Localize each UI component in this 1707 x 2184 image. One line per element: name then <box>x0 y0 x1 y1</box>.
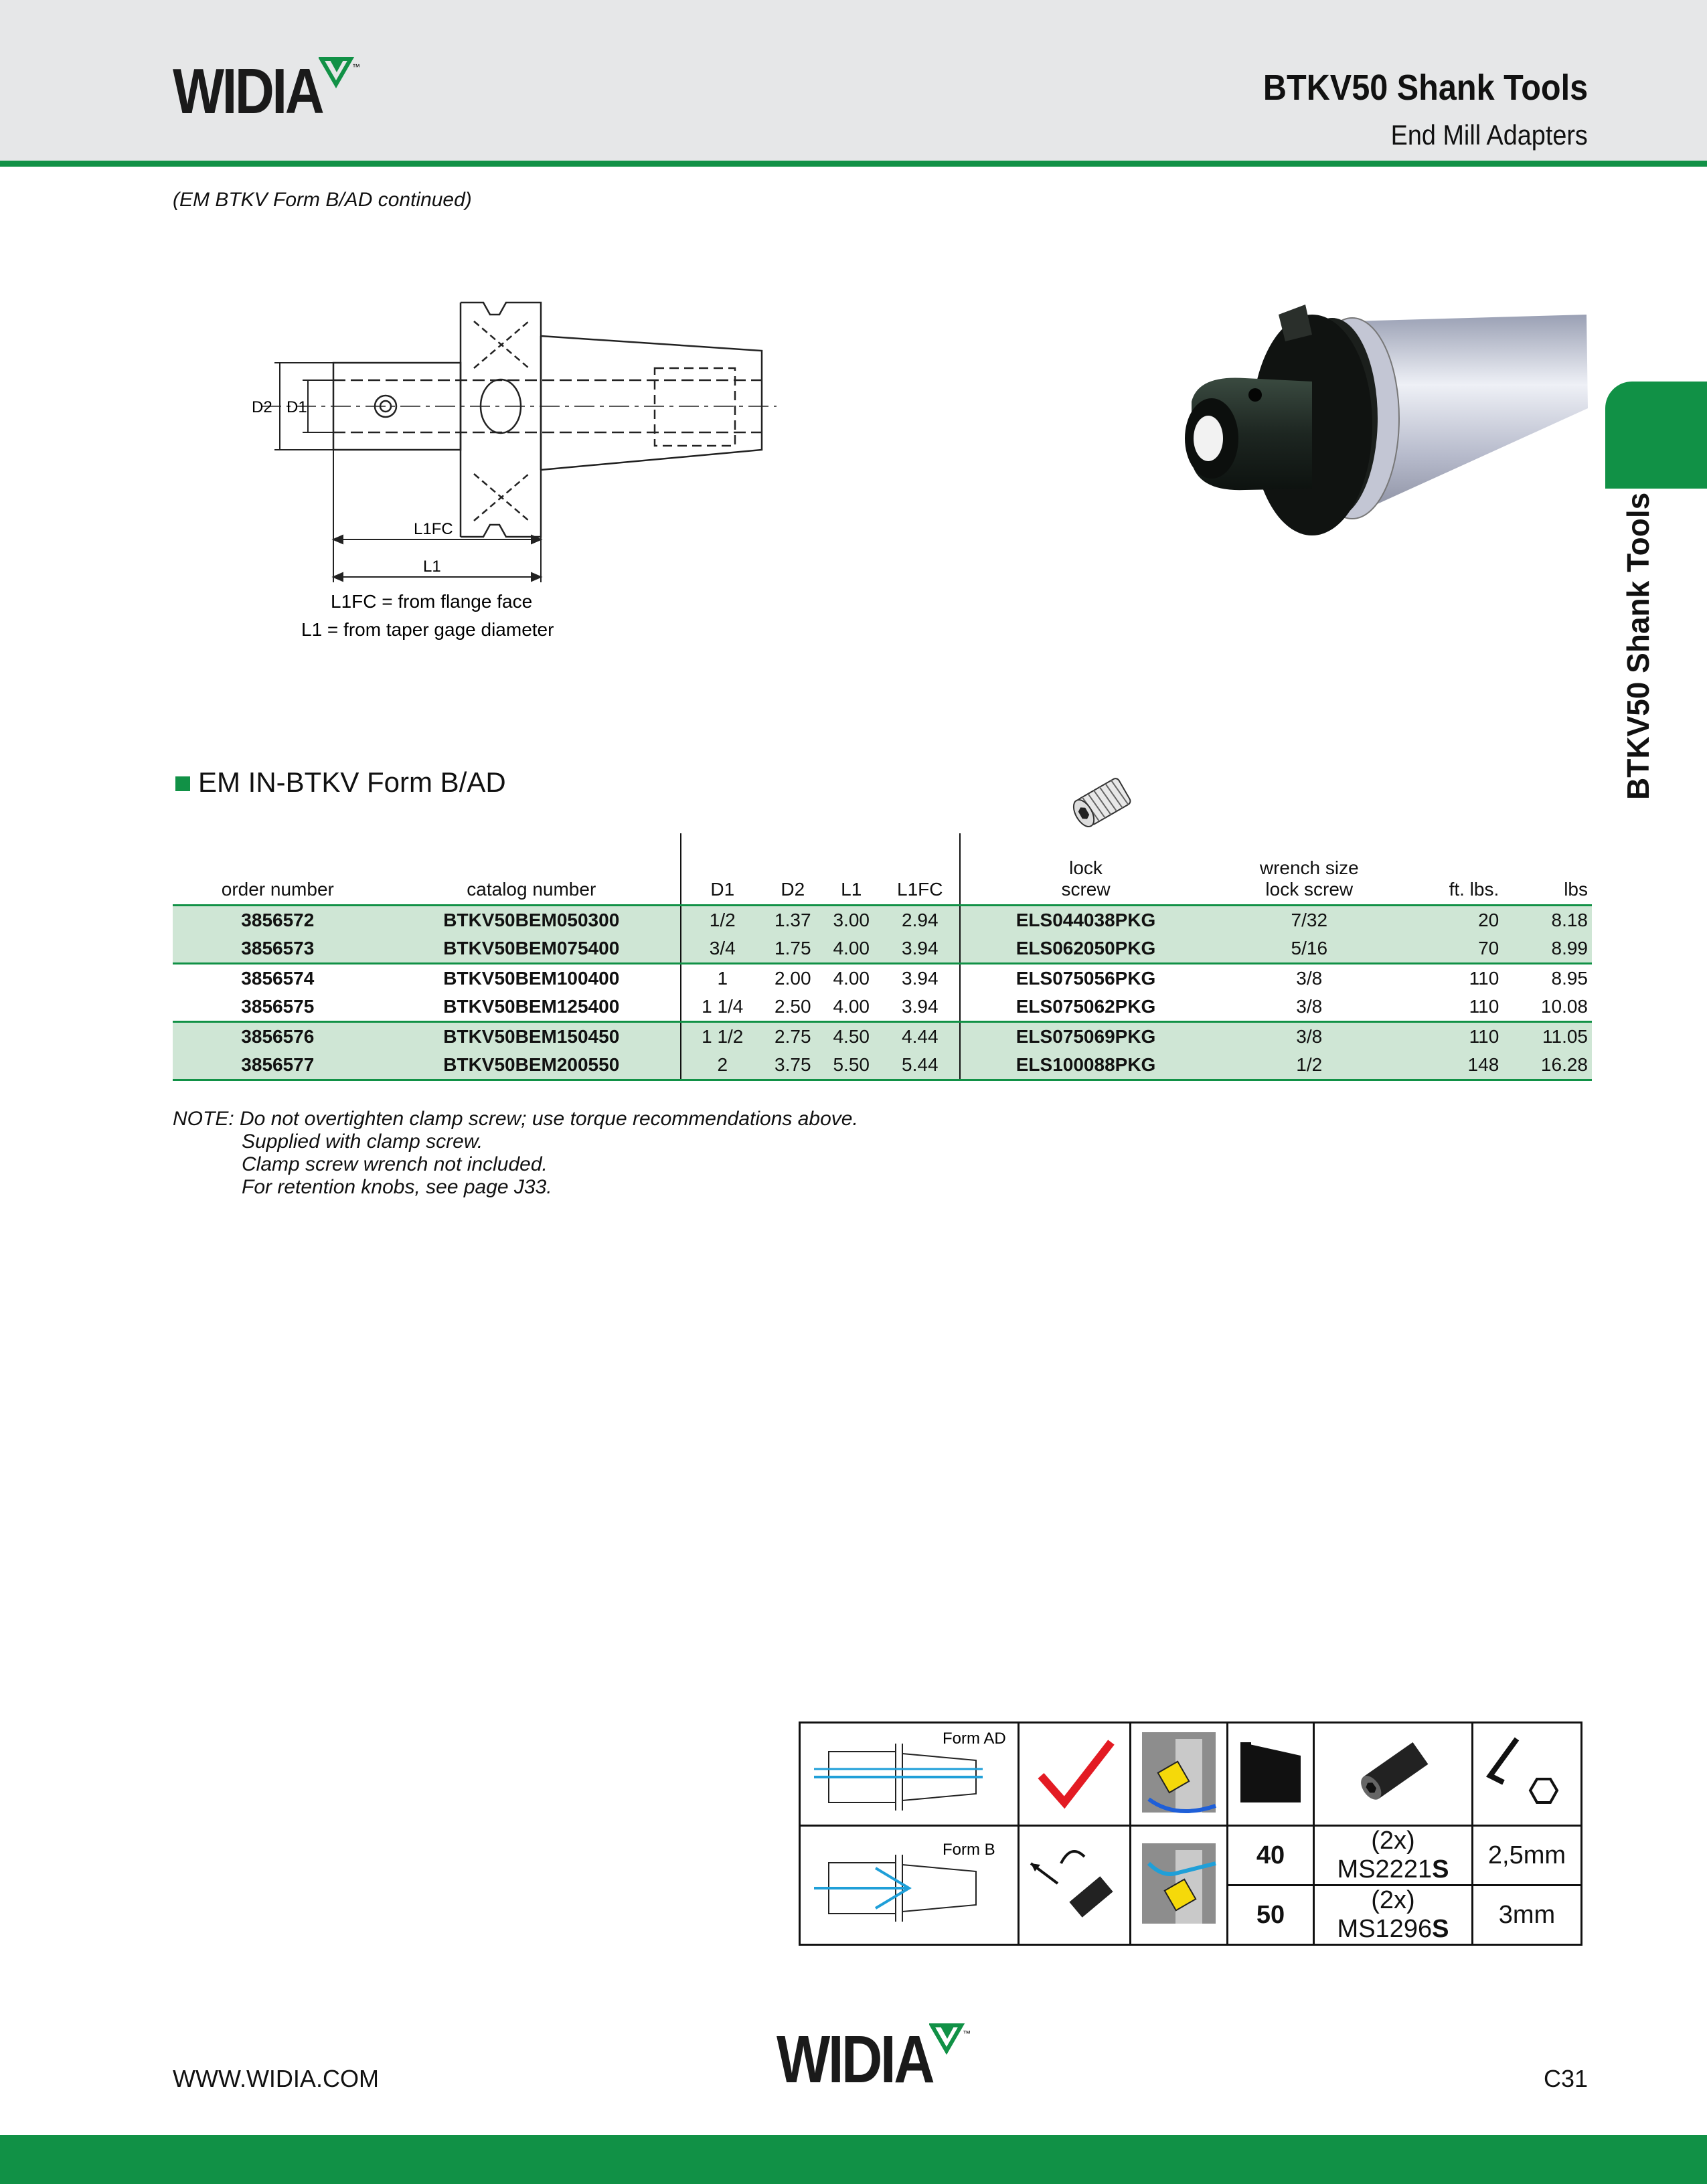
ftlbs-value: 70 <box>1408 934 1503 964</box>
lbs-value: 11.05 <box>1503 1022 1592 1052</box>
check-cell <box>1019 1723 1131 1826</box>
screw-50 <box>1314 1885 1473 1945</box>
lbs-value: 16.28 <box>1503 1051 1592 1080</box>
note-line: Clamp screw wrench not included. <box>242 1153 548 1175</box>
lbs-value: 8.99 <box>1503 934 1592 964</box>
insert-arrow-icon <box>1024 1837 1125 1930</box>
catalog-number: BTKV50BEM125400 <box>443 996 620 1017</box>
l1fc-label: L1FC <box>414 520 453 538</box>
l1fc-value: 4.44 <box>880 1022 960 1052</box>
screw-40-prefix: (2x) MS2221 <box>1337 1827 1433 1883</box>
col-lock-screw-line2: screw <box>1061 879 1111 900</box>
page-subtitle: End Mill Adapters <box>1390 119 1588 151</box>
ftlbs-value: 110 <box>1408 964 1503 993</box>
d2-label: D2 <box>252 398 272 416</box>
screw-40-suffix: S <box>1432 1855 1449 1883</box>
wrench-value: 7/32 <box>1211 906 1408 935</box>
l1-value: 4.00 <box>822 964 880 993</box>
section-title: EM IN-BTKV Form B/AD <box>198 766 506 798</box>
d1-value: 1 1/2 <box>681 1022 764 1052</box>
lock-screw-value: ELS062050PKG <box>960 934 1211 964</box>
table-header-row <box>173 833 1592 906</box>
lbs-value: 8.18 <box>1503 906 1592 935</box>
spec-table <box>173 833 1592 1081</box>
col-wrench-line2: lock screw <box>1265 879 1354 900</box>
checkmark-icon <box>1028 1729 1121 1816</box>
set-screw-icon <box>1346 1729 1440 1816</box>
footer-logo-text: WIDIA <box>777 2022 933 2097</box>
ftlbs-value: 148 <box>1408 1051 1503 1080</box>
wrench-40: 2,5mm <box>1473 1826 1582 1885</box>
notes-block <box>173 1108 858 1199</box>
col-l1fc: L1FC <box>880 833 960 906</box>
table-row <box>173 1051 1592 1080</box>
lock-screw-value: ELS044038PKG <box>960 906 1211 935</box>
ftlbs-value: 110 <box>1408 1022 1503 1052</box>
section-bullet <box>175 776 190 791</box>
note-line: NOTE: Do not overtighten clamp screw; use torque recommendations above. <box>173 1108 858 1130</box>
taper-cell <box>1228 1723 1314 1826</box>
taper-icon <box>1234 1729 1307 1816</box>
product-photo <box>1111 295 1593 589</box>
footer-url[interactable]: WWW.WIDIA.COM <box>173 2065 379 2092</box>
form-b-diagram <box>802 1835 1016 1932</box>
d1-value: 1/2 <box>681 906 764 935</box>
widia-logo-mark <box>319 55 365 95</box>
l1-value: 4.00 <box>822 934 880 964</box>
order-number: 3856573 <box>173 934 383 964</box>
d1-value: 3/4 <box>681 934 764 964</box>
form-legend-table <box>799 1721 1582 1946</box>
ftlbs-value: 20 <box>1408 906 1503 935</box>
screw-50-suffix: S <box>1432 1915 1449 1943</box>
svg-text:™: ™ <box>963 2029 971 2038</box>
footer-logo <box>777 2021 971 2098</box>
table-row <box>173 934 1592 964</box>
lock-screw-icon <box>1061 770 1141 837</box>
table-row <box>173 964 1592 993</box>
technical-drawing <box>248 295 783 643</box>
wrench-value: 3/8 <box>1211 964 1408 993</box>
l1-value: 4.50 <box>822 1022 880 1052</box>
lbs-value: 8.95 <box>1503 964 1592 993</box>
col-order-number: order number <box>173 833 383 906</box>
lbs-value: 10.08 <box>1540 996 1588 1017</box>
order-number: 3856577 <box>173 1051 383 1080</box>
d2-value: 2.50 <box>775 996 811 1017</box>
ftlbs-value: 110 <box>1469 996 1499 1017</box>
screw-icon-cell <box>1314 1723 1473 1826</box>
catalog-number: BTKV50BEM200550 <box>383 1051 681 1080</box>
footer-logo-mark <box>929 2021 976 2062</box>
col-d1: D1 <box>681 833 764 906</box>
svg-text:™: ™ <box>352 62 360 72</box>
order-number: 3856572 <box>173 906 383 935</box>
l1-value: 4.00 <box>833 996 870 1017</box>
wrench-value: 3/8 <box>1211 1022 1408 1052</box>
lock-screw-value: ELS100088PKG <box>960 1051 1211 1080</box>
coolant-b-icon <box>1135 1837 1222 1930</box>
catalog-number: BTKV50BEM050300 <box>383 906 681 935</box>
col-lock-screw-line1: lock <box>1069 857 1103 878</box>
col-d2: D2 <box>764 833 822 906</box>
screw-40 <box>1314 1826 1473 1885</box>
logo-text: WIDIA <box>173 56 323 127</box>
l1-value: 3.00 <box>822 906 880 935</box>
catalog-number: BTKV50BEM100400 <box>383 964 681 993</box>
d2-value: 2.00 <box>764 964 822 993</box>
page-title: BTKV50 Shank Tools <box>1263 68 1588 108</box>
catalog-number: BTKV50BEM150450 <box>383 1022 681 1052</box>
continued-note: (EM BTKV Form B/AD continued) <box>173 189 472 211</box>
wrench-icon-cell <box>1473 1723 1582 1826</box>
lock-screw-value: ELS075069PKG <box>960 1022 1211 1052</box>
coolant-b-cell <box>1131 1826 1228 1945</box>
form-b-cell <box>800 1826 1019 1945</box>
d2-value: 3.75 <box>764 1051 822 1080</box>
legend-l1: L1 = from taper gage diameter <box>301 619 554 640</box>
l1fc-value: 5.44 <box>880 1051 960 1080</box>
header-logo <box>173 55 360 129</box>
order-number: 3856574 <box>173 964 383 993</box>
col-lock-screw <box>960 833 1211 906</box>
note-line: Supplied with clamp screw. <box>242 1130 483 1153</box>
d1-label: D1 <box>287 398 307 416</box>
col-wrench-size <box>1211 833 1408 906</box>
form-ad-diagram <box>802 1724 1016 1821</box>
l1-value: 5.50 <box>822 1051 880 1080</box>
col-wrench-line1: wrench size <box>1259 857 1359 878</box>
d1-value: 1 <box>681 964 764 993</box>
side-tab-label: BTKV50 Shank Tools <box>1621 492 1655 800</box>
col-lbs: lbs <box>1503 833 1592 906</box>
l1fc-value: 3.94 <box>880 934 960 964</box>
size-40: 40 <box>1228 1826 1314 1885</box>
form-ad-label: Form AD <box>943 1730 1006 1748</box>
wrench-value: 1/2 <box>1211 1051 1408 1080</box>
lock-screw-value: ELS075062PKG <box>960 993 1211 1022</box>
coolant-ad-cell <box>1131 1723 1228 1826</box>
header-rule <box>0 161 1707 167</box>
d2-value: 1.75 <box>764 934 822 964</box>
col-l1: L1 <box>822 833 880 906</box>
l1fc-value: 3.94 <box>880 964 960 993</box>
catalog-number: BTKV50BEM075400 <box>383 934 681 964</box>
col-ftlbs: ft. lbs. <box>1408 833 1503 906</box>
l1fc-value: 3.94 <box>902 996 939 1017</box>
l1fc-value: 2.94 <box>880 906 960 935</box>
screw-50-prefix: (2x) MS1296 <box>1337 1886 1433 1943</box>
wrench-value: 5/16 <box>1211 934 1408 964</box>
table-row <box>173 906 1592 935</box>
section-tab[interactable] <box>1605 382 1707 489</box>
d2-value: 1.37 <box>764 906 822 935</box>
form-b-label: Form B <box>943 1841 995 1859</box>
order-number: 3856576 <box>173 1022 383 1052</box>
size-50: 50 <box>1228 1885 1314 1945</box>
table-row <box>173 1022 1592 1052</box>
col-catalog-number: catalog number <box>383 833 681 906</box>
coolant-ad-icon <box>1135 1726 1222 1819</box>
wrench-value: 3/8 <box>1296 996 1323 1017</box>
note-line: For retention knobs, see page J33. <box>242 1176 552 1198</box>
d2-value: 2.75 <box>764 1022 822 1052</box>
d1-value: 2 <box>681 1051 764 1080</box>
footer-bar <box>0 2135 1707 2184</box>
hex-wrench-icon <box>1477 1729 1577 1816</box>
insert-cell <box>1019 1826 1131 1945</box>
lock-screw-value: ELS075056PKG <box>960 964 1211 993</box>
d1-value: 1 1/4 <box>681 993 764 1022</box>
order-number: 3856575 <box>241 996 315 1017</box>
wrench-50: 3mm <box>1473 1885 1582 1945</box>
legend-l1fc: L1FC = from flange face <box>331 591 533 612</box>
page-number: C31 <box>1543 2065 1588 2092</box>
l1-label: L1 <box>423 558 441 576</box>
form-ad-cell <box>800 1723 1019 1826</box>
table-row <box>173 993 1592 1022</box>
